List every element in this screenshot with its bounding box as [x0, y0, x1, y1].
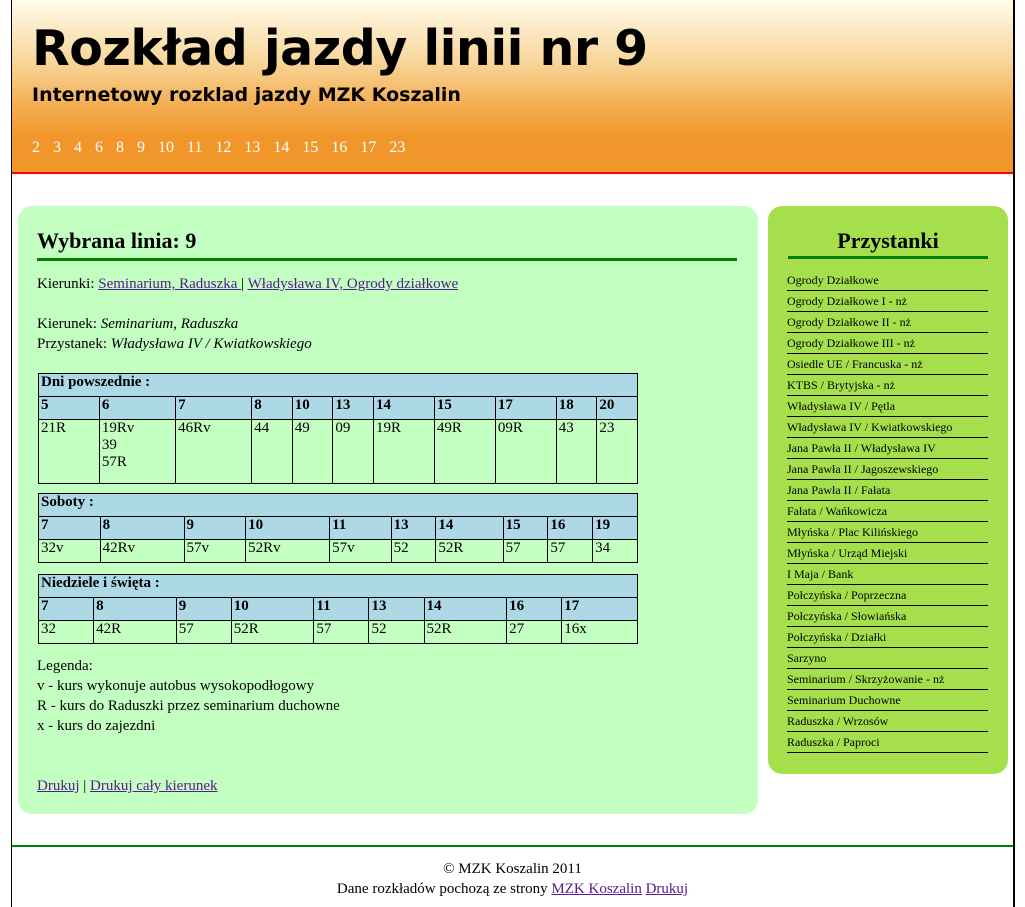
hour-cell: 7: [39, 598, 94, 621]
minutes-cell: [176, 420, 252, 484]
hour-cell: 7: [176, 397, 252, 420]
minutes-cell: [39, 420, 100, 484]
hour-cell: 13: [333, 397, 374, 420]
legend: [37, 656, 340, 736]
line-link-6[interactable]: 6: [95, 139, 103, 156]
hour-cell: 15: [503, 517, 548, 540]
minutes-cell: [333, 420, 374, 484]
stop-link[interactable]: Ogrody Działkowe II - nż: [787, 315, 911, 329]
hour-cell: 16: [507, 598, 562, 621]
stop-item: [787, 544, 988, 564]
timetable-section-title: Soboty :: [39, 494, 638, 517]
stop-item: [787, 334, 988, 354]
hour-cell: 17: [495, 397, 556, 420]
departure-minute: 19Rv: [101, 420, 135, 436]
hour-cell: 13: [369, 598, 424, 621]
timetable-weekdays: [38, 373, 638, 484]
stop-item: [787, 481, 988, 501]
stops-list: [787, 271, 988, 754]
source-line: [12, 879, 1013, 899]
directions-separator: |: [241, 276, 245, 292]
departure-minute: 39: [101, 437, 117, 453]
line-link-10[interactable]: 10: [158, 139, 174, 156]
stop-item: [787, 313, 988, 333]
legend-title: Legenda:: [37, 658, 93, 674]
timetable-saturdays: [38, 493, 638, 563]
stop-item: [787, 271, 988, 291]
hour-cell: 19: [593, 517, 638, 540]
stop-link[interactable]: Młyńska / Plac Kilińskiego: [787, 525, 918, 539]
stop-item: [787, 712, 988, 732]
hour-cell: 10: [292, 397, 333, 420]
line-link-2[interactable]: 2: [32, 139, 40, 156]
minutes-cell: 57: [548, 540, 593, 563]
stops-sidebar: [768, 206, 1008, 774]
stop-link[interactable]: Seminarium / Skrzyżowanie - nż: [787, 672, 945, 686]
direction-info: [37, 314, 238, 334]
stop-link[interactable]: Władysława IV / Pętla: [787, 399, 896, 413]
hour-cell: 11: [314, 598, 369, 621]
line-link-11[interactable]: 11: [187, 139, 203, 156]
line-link-17[interactable]: 17: [360, 139, 377, 156]
hour-cell: 9: [184, 517, 246, 540]
departure-minute: 44: [254, 420, 270, 436]
departure-minute: 09: [335, 420, 351, 436]
departure-minute: 23: [599, 420, 615, 436]
line-nav: [32, 139, 418, 157]
stop-link[interactable]: Ogrody Działkowe I - nż: [787, 294, 907, 308]
direction-link-seminarium[interactable]: Seminarium, Raduszka: [98, 276, 242, 292]
stop-item: [787, 670, 988, 690]
stop-link[interactable]: Jana Pawła II / Jagoszewskiego: [787, 462, 939, 476]
minutes-cell: 57v: [330, 540, 392, 563]
header: [12, 0, 1013, 174]
minutes-cell: 57: [314, 621, 369, 644]
stop-link[interactable]: Fałata / Wańkowicza: [787, 504, 888, 518]
hour-cell: 14: [424, 598, 507, 621]
stop-link[interactable]: Ogrody Działkowe: [787, 273, 879, 287]
minutes-cell: [99, 420, 175, 484]
print-links: [37, 776, 217, 796]
minutes-cell: [556, 420, 597, 484]
hour-cell: 16: [548, 517, 593, 540]
hour-cell: 5: [39, 397, 100, 420]
line-link-23[interactable]: 23: [389, 139, 406, 156]
minutes-cell: 42Rv: [100, 540, 184, 563]
timetable-section-title: Dni powszednie :: [39, 374, 638, 397]
stop-link[interactable]: Połczyńska / Słowiańska: [787, 609, 907, 623]
hour-cell: 15: [434, 397, 495, 420]
legend-item-x: x - kurs do zajezdni: [37, 718, 156, 734]
stop-link[interactable]: Sarzyno: [787, 651, 827, 665]
print-separator: |: [83, 778, 87, 794]
stop-link[interactable]: KTBS / Brytyjska - nż: [787, 378, 895, 392]
hour-cell: 18: [556, 397, 597, 420]
minutes-cell: 32: [39, 621, 94, 644]
source-text: Dane rozkładów pochozą ze strony: [336, 881, 552, 897]
legend-item-r: R - kurs do Raduszki przez seminarium duchowne: [37, 698, 340, 714]
stop-item: [787, 523, 988, 543]
minutes-cell: 27: [507, 621, 562, 644]
print-link[interactable]: Drukuj: [37, 778, 80, 794]
direction-label: Kierunek:: [37, 316, 97, 332]
minutes-cell: 16x: [562, 621, 638, 644]
minutes-cell: 52R: [436, 540, 503, 563]
hour-cell: 10: [231, 598, 314, 621]
page: [11, 0, 1015, 907]
stop-item: [787, 733, 988, 753]
directions-label: Kierunki:: [37, 276, 95, 292]
stop-link[interactable]: Seminarium Duchowne: [787, 693, 901, 707]
stop-link[interactable]: Jana Pawła II / Fałata: [787, 483, 891, 497]
stop-item: [787, 439, 988, 459]
stop-link[interactable]: I Maja / Bank: [787, 567, 854, 581]
selected-line-title: Wybrana linia: 9: [37, 228, 737, 261]
stop-item: [787, 586, 988, 606]
hour-cell: 8: [94, 598, 177, 621]
stop-item: [787, 607, 988, 627]
departure-minute: 09R: [497, 420, 523, 436]
departure-minute: 49R: [436, 420, 462, 436]
stop-item: [787, 628, 988, 648]
minutes-cell: 57: [176, 621, 231, 644]
line-link-12[interactable]: 12: [215, 139, 232, 156]
stop-link[interactable]: Jana Pawła II / Władysława IV: [787, 441, 936, 455]
stop-link[interactable]: Raduszka / Wrzosów: [787, 714, 889, 728]
stop-item: [787, 649, 988, 669]
main-panel: [18, 206, 758, 814]
departure-minute: 21R: [41, 420, 67, 436]
minutes-cell: 52: [369, 621, 424, 644]
stop-link[interactable]: Władysława IV / Kwiatkowskiego: [787, 420, 953, 434]
minutes-cell: 52R: [231, 621, 314, 644]
minutes-cell: 52: [391, 540, 436, 563]
copyright: © MZK Koszalin 2011: [443, 861, 582, 877]
stop-value: Władysława IV / Kwiatkowskiego: [110, 336, 312, 352]
minutes-cell: 52Rv: [246, 540, 330, 563]
footer-print-link[interactable]: Drukuj: [645, 881, 689, 897]
stops-title: Przystanki: [788, 228, 988, 259]
stop-info: [37, 334, 312, 354]
print-all-link[interactable]: Drukuj cały kierunek: [90, 778, 218, 794]
minutes-cell: 34: [593, 540, 638, 563]
line-link-8[interactable]: 8: [116, 139, 124, 156]
direction-link-wladyslawa[interactable]: Władysława IV, Ogrody działkowe: [247, 276, 459, 292]
stop-item: [787, 292, 988, 312]
stop-item: [787, 502, 988, 522]
stop-item: [787, 376, 988, 396]
minutes-cell: 57: [503, 540, 548, 563]
stop-item: [787, 565, 988, 585]
minutes-cell: [495, 420, 556, 484]
departure-minute: 43: [558, 420, 574, 436]
line-link-14[interactable]: 14: [273, 139, 290, 156]
departure-minute: 46Rv: [178, 420, 211, 436]
line-link-4[interactable]: 4: [74, 139, 82, 156]
stop-item: [787, 460, 988, 480]
stop-item: [787, 418, 988, 438]
mzk-koszalin-link[interactable]: MZK Koszalin: [551, 881, 642, 897]
minutes-cell: 32v: [39, 540, 101, 563]
hour-cell: 7: [39, 517, 101, 540]
site-title: Rozkład jazdy linii nr 9: [32, 20, 648, 77]
hour-cell: 13: [391, 517, 436, 540]
hour-cell: 14: [373, 397, 434, 420]
line-link-15[interactable]: 15: [302, 139, 319, 156]
minutes-cell: [292, 420, 333, 484]
stop-link[interactable]: Raduszka / Paproci: [787, 735, 880, 749]
minutes-cell: 57v: [184, 540, 246, 563]
hour-cell: 17: [562, 598, 638, 621]
hour-cell: 6: [99, 397, 175, 420]
minutes-cell: 42R: [94, 621, 177, 644]
hour-cell: 8: [252, 397, 293, 420]
stop-label: Przystanek:: [37, 336, 107, 352]
direction-value: Seminarium, Raduszka: [100, 316, 239, 332]
stop-link[interactable]: Osiedle UE / Francuska - nż: [787, 357, 923, 371]
minutes-cell: [434, 420, 495, 484]
stop-link[interactable]: Ogrody Działkowe III - nż: [787, 336, 915, 350]
stop-link[interactable]: Młyńska / Urząd Miejski: [787, 546, 908, 560]
line-link-9[interactable]: 9: [137, 139, 145, 156]
hour-cell: 9: [176, 598, 231, 621]
site-subtitle: Internetowy rozklad jazdy MZK Koszalin: [32, 84, 461, 106]
line-link-13[interactable]: 13: [244, 139, 261, 156]
hour-cell: 8: [100, 517, 184, 540]
minutes-cell: 52R: [424, 621, 507, 644]
hour-cell: 11: [330, 517, 392, 540]
footer: [12, 845, 1013, 899]
stop-link[interactable]: Połczyńska / Działki: [787, 630, 887, 644]
hour-cell: 20: [597, 397, 638, 420]
minutes-cell: [597, 420, 638, 484]
hour-cell: 10: [246, 517, 330, 540]
stop-item: [787, 691, 988, 711]
legend-item-v: v - kurs wykonuje autobus wysokopodłogowy: [37, 678, 315, 694]
hour-cell: 14: [436, 517, 503, 540]
line-link-16[interactable]: 16: [331, 139, 348, 156]
minutes-cell: [252, 420, 293, 484]
stop-item: [787, 355, 988, 375]
timetable-section-title: Niedziele i święta :: [39, 575, 638, 598]
directions-row: [37, 274, 458, 294]
stop-item: [787, 397, 988, 417]
departure-minute: 49: [294, 420, 310, 436]
departure-minute: 57R: [101, 454, 127, 470]
line-link-3[interactable]: 3: [53, 139, 61, 156]
timetable-sundays-holidays: [38, 574, 638, 644]
stop-link[interactable]: Połczyńska / Poprzeczna: [787, 588, 907, 602]
minutes-cell: [373, 420, 434, 484]
departure-minute: 19R: [375, 420, 401, 436]
